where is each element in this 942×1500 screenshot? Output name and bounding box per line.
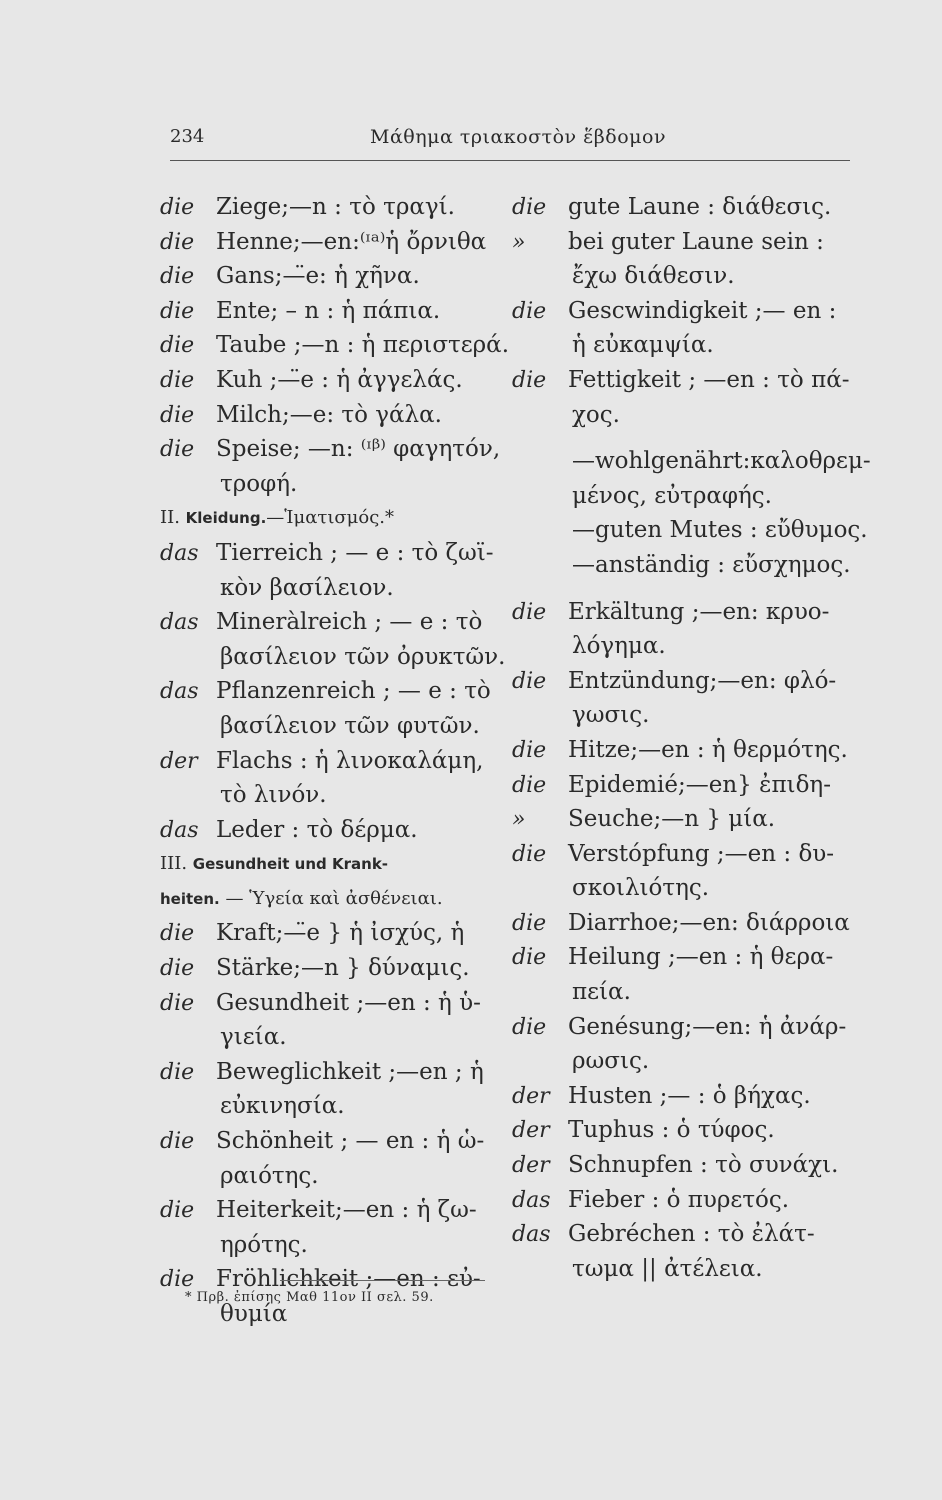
article: die bbox=[512, 910, 547, 936]
vocab-line bbox=[512, 398, 857, 433]
entry-text: πεία. bbox=[572, 979, 631, 1006]
vocab-line bbox=[512, 363, 857, 398]
article: der bbox=[512, 1153, 550, 1179]
entry-text: Diarrhoe;—en: διάρροια bbox=[568, 909, 850, 936]
vocab-line bbox=[160, 1228, 500, 1263]
entry-text: κὸν βασίλειον. bbox=[220, 574, 394, 601]
section-title: Gesundheit und Krank- bbox=[192, 855, 389, 874]
article: die bbox=[512, 772, 547, 798]
vocab-line bbox=[512, 733, 857, 768]
vocab-line bbox=[512, 1148, 857, 1183]
running-title: Μάθημα τριακοστὸν ἕβδομον bbox=[370, 126, 667, 148]
entry-text: βασίλειον τῶν φυτῶν. bbox=[220, 712, 480, 739]
spacer bbox=[512, 583, 857, 595]
article: die bbox=[160, 921, 195, 947]
entry-text: Leder : τὸ δέρμα. bbox=[216, 816, 418, 843]
article: » bbox=[512, 229, 526, 255]
entry-text: Schönheit ; — en : ἡ ὡ- bbox=[216, 1128, 485, 1155]
section-translation: — Ὑγεία καὶ ἀσθένειαι. bbox=[219, 887, 443, 909]
article: das bbox=[512, 1187, 551, 1213]
vocab-line bbox=[160, 536, 500, 571]
vocab-line bbox=[512, 664, 857, 699]
page-number: 234 bbox=[170, 126, 205, 147]
entry-text: Entzündung;—en: φλό- bbox=[568, 667, 837, 694]
entry-text: Erkältung ;—en: κρυο- bbox=[568, 598, 830, 625]
entry-text: ἡ εὐκαμψία. bbox=[572, 332, 714, 359]
vocab-line bbox=[160, 916, 500, 951]
section-number: III. bbox=[160, 853, 193, 875]
vocab-line bbox=[160, 1020, 500, 1055]
entry-text: Kuh ;—̈e : ἡ ἀγγελάς. bbox=[216, 366, 463, 393]
left-column bbox=[160, 190, 510, 1332]
vocab-line bbox=[160, 190, 500, 225]
vocab-line bbox=[512, 548, 857, 583]
entry-text: Husten ;— : ὁ βήχας. bbox=[568, 1082, 811, 1109]
entry-text: —guten Mutes : εὔθυμος. bbox=[572, 517, 868, 544]
vocab-line bbox=[512, 1044, 857, 1079]
article: die bbox=[160, 1129, 195, 1155]
article: die bbox=[512, 599, 547, 625]
article: der bbox=[160, 748, 198, 774]
footnote-rule bbox=[280, 1280, 485, 1281]
footnote: * Πρβ. ἐπίσης Μαθ 11ον ΙΙ σελ. 59. bbox=[185, 1290, 434, 1305]
article: die bbox=[512, 298, 547, 324]
article: die bbox=[160, 437, 195, 463]
vocab-line bbox=[512, 479, 857, 514]
entry-text: Gans;—̈e: ἡ χῆνα. bbox=[216, 263, 420, 290]
vocab-line bbox=[512, 294, 857, 329]
entry-text: Seuche;—n } μία. bbox=[568, 806, 776, 833]
section-heading bbox=[160, 501, 500, 536]
page-header bbox=[170, 126, 850, 161]
article: die bbox=[512, 841, 547, 867]
entry-text: Flachs : ἡ λινοκαλάμη, bbox=[216, 747, 484, 774]
vocab-line bbox=[512, 629, 857, 664]
vocab-line bbox=[512, 190, 857, 225]
entry-text: ρωσις. bbox=[572, 1048, 650, 1075]
section-heading bbox=[160, 882, 500, 917]
article: die bbox=[160, 264, 195, 290]
vocab-line bbox=[160, 467, 500, 502]
spacer bbox=[512, 432, 857, 444]
entry-text: Heilung ;—en : ἡ θερα- bbox=[568, 944, 834, 971]
vocab-line bbox=[160, 640, 506, 675]
vocab-line bbox=[512, 1010, 857, 1045]
entry-text: Taube ;—n : ἡ περιστερά. bbox=[216, 332, 510, 359]
vocab-line bbox=[160, 432, 500, 467]
section-heading bbox=[160, 847, 500, 882]
vocab-line bbox=[512, 1079, 857, 1114]
article: die bbox=[160, 298, 195, 324]
entry-text: Verstópfung ;—en : δυ- bbox=[568, 840, 835, 867]
vocab-line bbox=[160, 571, 500, 606]
article: die bbox=[160, 1198, 195, 1224]
entry-text: Schnupfen : τὸ συνάχι. bbox=[568, 1152, 839, 1179]
entry-text: γωσις. bbox=[572, 702, 650, 729]
section-translation: —Ἱματισμός.* bbox=[266, 507, 395, 529]
vocab-line bbox=[160, 328, 510, 363]
article: die bbox=[160, 956, 195, 982]
entry-text: Fieber : ὁ πυρετός. bbox=[568, 1186, 790, 1213]
vocab-line bbox=[512, 259, 857, 294]
vocab-line bbox=[160, 605, 500, 640]
article: » bbox=[512, 807, 526, 833]
entry-text: Tuphus : ὁ τύφος. bbox=[568, 1117, 775, 1144]
vocab-line bbox=[160, 363, 500, 398]
vocab-line bbox=[512, 975, 857, 1010]
article: die bbox=[160, 333, 195, 359]
vocab-line bbox=[512, 225, 857, 260]
entry-text: bei guter Laune sein : bbox=[568, 228, 824, 255]
entry-text: τροφή. bbox=[220, 470, 298, 497]
entry-text: Pflanzenreich ; — e : τὸ bbox=[216, 678, 491, 705]
entry-text: Henne;—en:⁽ᶦᵃ⁾ἡ ὄρνιθα bbox=[216, 228, 487, 255]
article: der bbox=[512, 1118, 550, 1144]
vocab-line bbox=[512, 837, 857, 872]
article: die bbox=[512, 668, 547, 694]
vocab-line bbox=[160, 1089, 500, 1124]
entry-text: ἔχω διάθεσιν. bbox=[572, 263, 735, 290]
section-number: II. bbox=[160, 507, 186, 529]
article: die bbox=[512, 1014, 547, 1040]
section-title: Kleidung. bbox=[185, 509, 267, 528]
vocab-line bbox=[160, 709, 500, 744]
vocab-line bbox=[160, 1159, 500, 1194]
entry-text: ραιότης. bbox=[220, 1162, 319, 1189]
entry-text: Speise; —n: ⁽ᶦᵝ⁾ φαγητόν, bbox=[216, 436, 501, 463]
entry-text: Gebréchen : τὸ ἐλάτ- bbox=[568, 1221, 815, 1248]
article: die bbox=[160, 402, 195, 428]
entry-text: Mineràlreich ; — e : τὸ bbox=[216, 609, 483, 636]
vocab-line bbox=[160, 1193, 500, 1228]
article: das bbox=[160, 540, 199, 566]
vocab-line bbox=[160, 259, 500, 294]
article: die bbox=[160, 1059, 195, 1085]
vocab-line bbox=[512, 940, 857, 975]
article: das bbox=[512, 1222, 551, 1248]
entry-text: Gesundheit ;—en : ἡ ὑ- bbox=[216, 989, 481, 1016]
entry-text: Stärke;—n } δύναμις. bbox=[216, 955, 470, 982]
vocab-line bbox=[512, 768, 857, 803]
entry-text: μένος, εὐτραφής. bbox=[572, 482, 772, 509]
vocab-line bbox=[160, 225, 500, 260]
article: die bbox=[512, 367, 547, 393]
entry-text: gute Laune : διάθεσις. bbox=[568, 194, 832, 220]
entry-text: λόγημα. bbox=[572, 633, 666, 660]
entry-text: —wohlgenährt:καλοθρεμ- bbox=[572, 448, 871, 475]
vocab-line bbox=[160, 813, 500, 848]
vocab-line bbox=[512, 871, 857, 906]
vocab-line bbox=[512, 444, 871, 479]
entry-text: γιεία. bbox=[220, 1024, 287, 1051]
entry-text: Kraft;—̈e } ἡ ἰσχύς, ἡ bbox=[216, 920, 465, 947]
vocab-line bbox=[512, 595, 857, 630]
vocab-line bbox=[160, 1124, 500, 1159]
article: die bbox=[160, 229, 195, 255]
vocab-line bbox=[512, 1183, 857, 1218]
article: die bbox=[512, 195, 547, 220]
entry-text: Hitze;—en : ἡ θερμότης. bbox=[568, 736, 848, 763]
article: das bbox=[160, 679, 199, 705]
article: das bbox=[160, 610, 199, 636]
article: der bbox=[512, 1083, 550, 1109]
entry-text: τωμα || ἀτέλεια. bbox=[572, 1255, 763, 1282]
vocab-line bbox=[512, 1113, 857, 1148]
article: das bbox=[160, 817, 199, 843]
entry-text: σκοιλιότης. bbox=[572, 875, 710, 902]
article: die bbox=[160, 990, 195, 1016]
vocab-line bbox=[160, 1055, 500, 1090]
vocab-line bbox=[160, 398, 500, 433]
entry-text: βασίλειον τῶν ὀρυκτῶν. bbox=[220, 643, 506, 670]
entry-text: Milch;—e: τὸ γάλα. bbox=[216, 401, 442, 428]
entry-text: Gescwindigkeit ;— en : bbox=[568, 297, 837, 324]
entry-text: θυμία bbox=[220, 1301, 288, 1327]
entry-text: Beweglichkeit ;—en ; ἡ bbox=[216, 1058, 484, 1085]
article: die bbox=[160, 195, 195, 220]
article: die bbox=[512, 737, 547, 763]
article: die bbox=[512, 945, 547, 971]
entry-text: Fettigkeit ; —en : τὸ πά- bbox=[568, 366, 850, 393]
entry-text: Genésung;—en: ἡ ἀνάρ- bbox=[568, 1013, 847, 1040]
vocab-line bbox=[160, 778, 500, 813]
vocab-line bbox=[512, 1217, 857, 1252]
right-column bbox=[512, 190, 871, 1286]
entry-text: τὸ λινόν. bbox=[220, 782, 327, 809]
vocab-line bbox=[512, 328, 857, 363]
vocab-line bbox=[160, 986, 500, 1021]
vocab-line bbox=[512, 906, 857, 941]
entry-text: Heiterkeit;—en : ἡ ζω- bbox=[216, 1197, 477, 1224]
vocab-line bbox=[512, 513, 868, 548]
entry-text: Ziege;—n : τὸ τραγί. bbox=[216, 194, 455, 220]
vocab-line bbox=[160, 294, 500, 329]
vocab-line bbox=[160, 744, 500, 779]
vocab-line bbox=[512, 1252, 857, 1287]
entry-text: χος. bbox=[572, 401, 620, 428]
vocab-line bbox=[512, 698, 857, 733]
entry-text: Ente; – n : ἡ πάπια. bbox=[216, 297, 441, 324]
entry-text: Fröhlichkeit ;—en : εὐ- bbox=[216, 1266, 481, 1293]
article: die bbox=[160, 1267, 195, 1293]
entry-text: Epidemié;—en} ἐπιδη- bbox=[568, 771, 831, 798]
entry-text: —anständig : εὔσχημος. bbox=[572, 551, 851, 578]
vocab-line bbox=[160, 674, 500, 709]
section-title: heiten. bbox=[160, 889, 220, 908]
entry-text: ηρότης. bbox=[220, 1231, 308, 1258]
entry-text: εὐκινησία. bbox=[220, 1093, 345, 1120]
vocab-line bbox=[512, 802, 857, 837]
article: die bbox=[160, 367, 195, 393]
vocab-line bbox=[160, 951, 500, 986]
entry-text: Tierreich ; — e : τὸ ζωϊ- bbox=[216, 539, 494, 566]
